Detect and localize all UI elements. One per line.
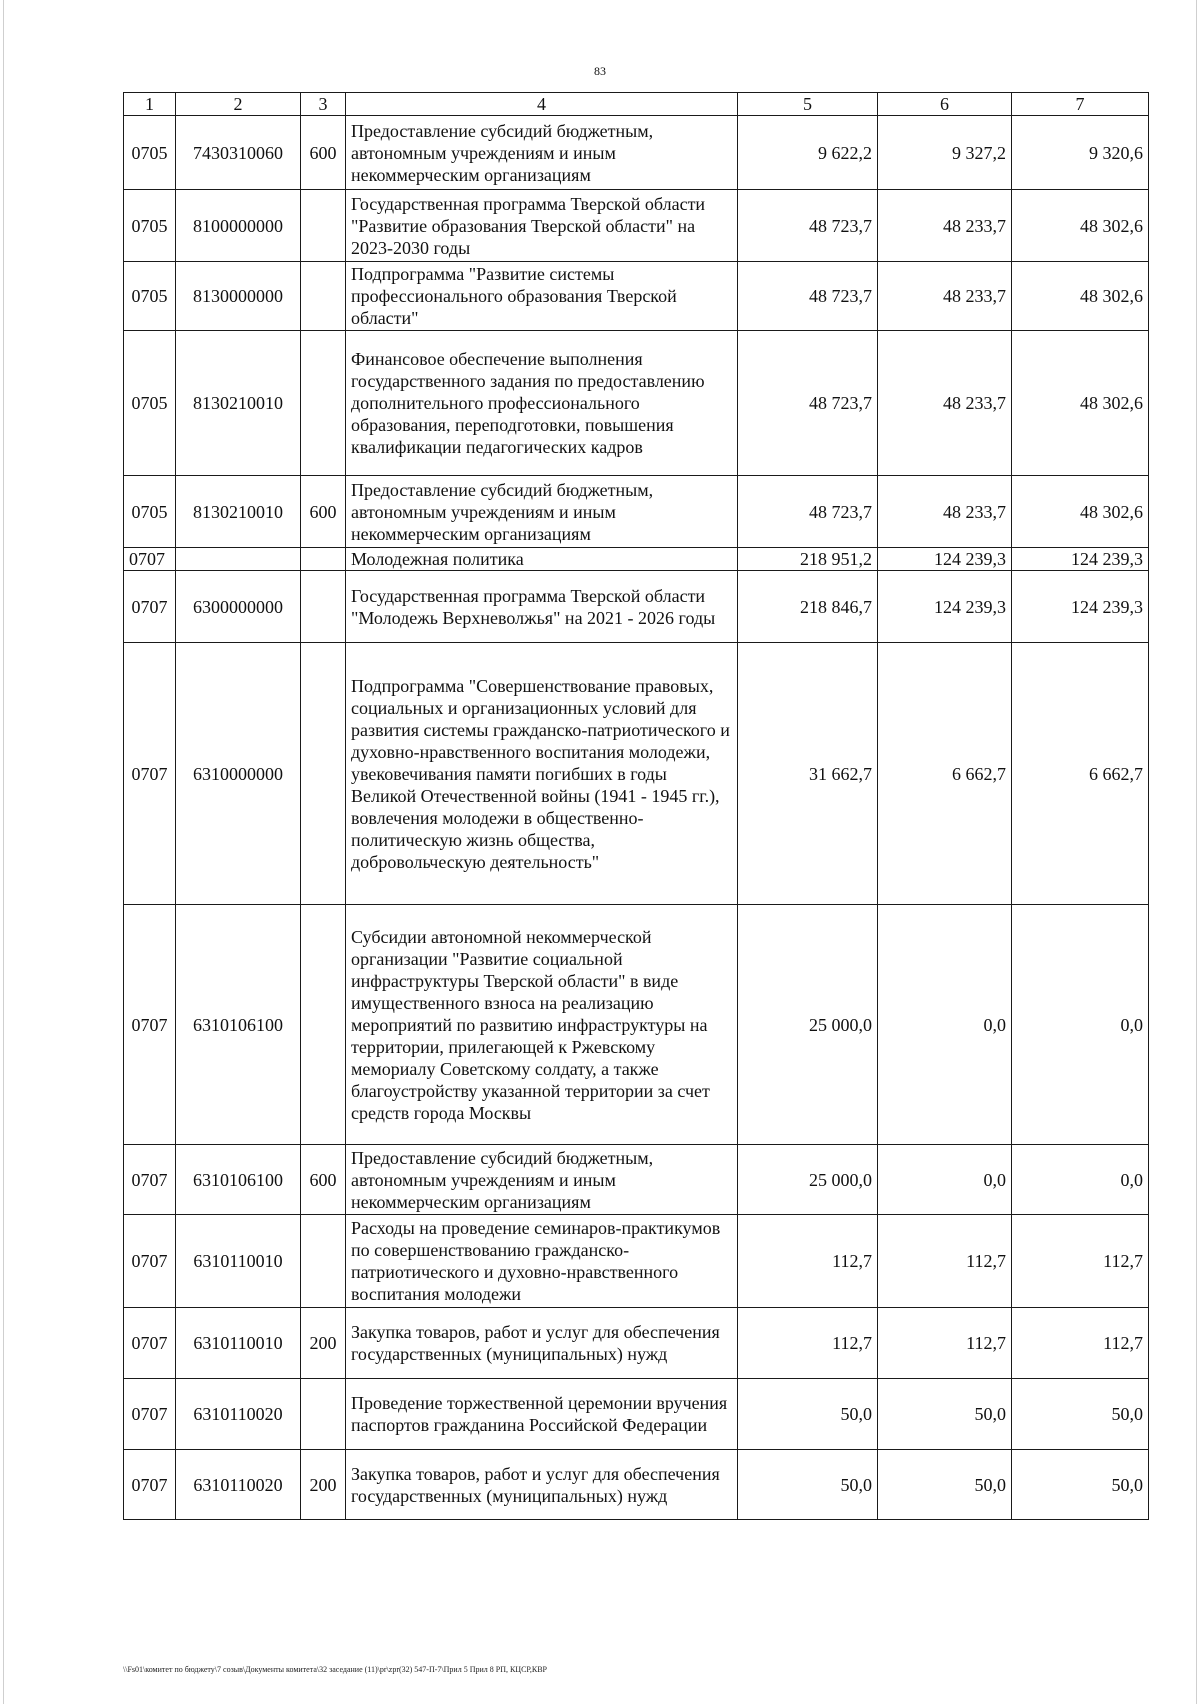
target-article-code: 8130210010 [176, 331, 301, 476]
amount-col-6: 48 233,7 [878, 190, 1012, 262]
item-name: Подпрограмма "Развитие системы профессионального образования Тверской области" [346, 262, 738, 331]
footer-file-path: \\Fs01\комитет по бюджету\7 созыв\Документы комитета\32 заседание (11)\pr\zpr(32) 547-П-7\Прил 5 Прил 8 РП, КЦСР,КВР [123, 1665, 547, 1674]
item-name: Государственная программа Тверской области "Развитие образования Тверской области" на 2023-2030 годы [346, 190, 738, 262]
expense-type-code [301, 190, 346, 262]
table-row [124, 476, 1149, 548]
target-article-code: 6310000000 [176, 643, 301, 905]
item-name: Расходы на проведение семинаров-практикумов по совершенствованию гражданско-патриотического и духовно-нравственного воспитания молодежи [346, 1215, 738, 1308]
amount-col-7: 50,0 [1012, 1379, 1149, 1450]
amount-col-6: 9 327,2 [878, 116, 1012, 190]
amount-col-5: 9 622,2 [738, 116, 878, 190]
header-row [124, 93, 1149, 116]
item-name: Закупка товаров, работ и услуг для обеспечения государственных (муниципальных) нужд [346, 1450, 738, 1520]
expense-type-code [301, 1215, 346, 1308]
amount-col-7: 48 302,6 [1012, 476, 1149, 548]
section-code: 0707 [124, 905, 176, 1145]
amount-col-6: 0,0 [878, 905, 1012, 1145]
expense-type-code: 600 [301, 116, 346, 190]
amount-col-6: 112,7 [878, 1215, 1012, 1308]
expense-type-code [301, 262, 346, 331]
section-code: 0707 [124, 643, 176, 905]
amount-col-5: 50,0 [738, 1450, 878, 1520]
item-name: Государственная программа Тверской области "Молодежь Верхневолжья" на 2021 - 2026 годы [346, 571, 738, 643]
target-article-code [176, 548, 301, 571]
expense-type-code: 600 [301, 476, 346, 548]
amount-col-7: 6 662,7 [1012, 643, 1149, 905]
expense-type-code: 200 [301, 1450, 346, 1520]
target-article-code: 7430310060 [176, 116, 301, 190]
item-name: Закупка товаров, работ и услуг для обеспечения государственных (муниципальных) нужд [346, 1308, 738, 1379]
amount-col-5: 50,0 [738, 1379, 878, 1450]
expense-type-code [301, 331, 346, 476]
amount-col-7: 0,0 [1012, 1145, 1149, 1215]
expense-type-code: 600 [301, 1145, 346, 1215]
header-col-4: 4 [346, 93, 738, 116]
amount-col-7: 48 302,6 [1012, 331, 1149, 476]
section-code: 0705 [124, 476, 176, 548]
expense-type-code [301, 571, 346, 643]
table-row [124, 262, 1149, 331]
header-col-3: 3 [301, 93, 346, 116]
target-article-code: 6310106100 [176, 905, 301, 1145]
amount-col-7: 50,0 [1012, 1450, 1149, 1520]
expense-type-code: 200 [301, 1308, 346, 1379]
target-article-code: 8130000000 [176, 262, 301, 331]
amount-col-7: 112,7 [1012, 1215, 1149, 1308]
amount-col-6: 48 233,7 [878, 476, 1012, 548]
section-code: 0707 [124, 1308, 176, 1379]
item-name: Предоставление субсидий бюджетным, автономным учреждениям и иным некоммерческим организациям [346, 116, 738, 190]
target-article-code: 6310110010 [176, 1308, 301, 1379]
item-name: Подпрограмма "Совершенствование правовых, социальных и организационных условий для развития системы гражданско-патриотического и духовно-нравственного воспитания молодежи, увековечивания памяти погибших в годы Великой Отечественной войны (1941 - 1945 гг.), вовлечения молодежи в общественно-политическую жизнь общества, добровольческую деятельность" [346, 643, 738, 905]
amount-col-6: 112,7 [878, 1308, 1012, 1379]
expense-type-code [301, 643, 346, 905]
amount-col-6: 48 233,7 [878, 331, 1012, 476]
amount-col-5: 218 951,2 [738, 548, 878, 571]
table-row [124, 1379, 1149, 1450]
expense-type-code [301, 1379, 346, 1450]
amount-col-5: 48 723,7 [738, 331, 878, 476]
budget-table [123, 92, 1149, 1520]
target-article-code: 8130210010 [176, 476, 301, 548]
amount-col-7: 48 302,6 [1012, 262, 1149, 331]
amount-col-6: 48 233,7 [878, 262, 1012, 331]
header-col-5: 5 [738, 93, 878, 116]
target-article-code: 6310110020 [176, 1379, 301, 1450]
amount-col-7: 9 320,6 [1012, 116, 1149, 190]
amount-col-5: 112,7 [738, 1308, 878, 1379]
amount-col-6: 124 239,3 [878, 571, 1012, 643]
section-code: 0705 [124, 331, 176, 476]
amount-col-7: 0,0 [1012, 905, 1149, 1145]
header-col-6: 6 [878, 93, 1012, 116]
amount-col-6: 6 662,7 [878, 643, 1012, 905]
section-code: 0707 [124, 1145, 176, 1215]
amount-col-6: 0,0 [878, 1145, 1012, 1215]
target-article-code: 6310106100 [176, 1145, 301, 1215]
target-article-code: 6310110020 [176, 1450, 301, 1520]
item-name: Молодежная политика [346, 548, 738, 571]
target-article-code: 8100000000 [176, 190, 301, 262]
table-row [124, 1308, 1149, 1379]
section-code: 0705 [124, 262, 176, 331]
item-name: Проведение торжественной церемонии вручения паспортов гражданина Российской Федерации [346, 1379, 738, 1450]
amount-col-6: 50,0 [878, 1450, 1012, 1520]
expense-type-code [301, 548, 346, 571]
amount-col-7: 124 239,3 [1012, 571, 1149, 643]
table-row [124, 1215, 1149, 1308]
table-header [124, 93, 1149, 116]
amount-col-5: 31 662,7 [738, 643, 878, 905]
section-code: 0705 [124, 116, 176, 190]
section-code: 0707 [124, 1215, 176, 1308]
amount-col-6: 124 239,3 [878, 548, 1012, 571]
page-right-edge [1196, 0, 1197, 1704]
header-col-7: 7 [1012, 93, 1149, 116]
item-name: Предоставление субсидий бюджетным, автономным учреждениям и иным некоммерческим организациям [346, 476, 738, 548]
table-row [124, 548, 1149, 571]
page-number: 83 [594, 64, 606, 78]
header-col-2: 2 [176, 93, 301, 116]
amount-col-5: 25 000,0 [738, 905, 878, 1145]
section-code: 0705 [124, 190, 176, 262]
table-row [124, 331, 1149, 476]
amount-col-5: 48 723,7 [738, 190, 878, 262]
amount-col-7: 124 239,3 [1012, 548, 1149, 571]
table-row [124, 571, 1149, 643]
expense-type-code [301, 905, 346, 1145]
section-code: 0707 [124, 1379, 176, 1450]
item-name: Финансовое обеспечение выполнения государственного задания по предоставлению дополнительного профессионального образования, переподготовки, повышения квалификации педагогических кадров [346, 331, 738, 476]
table-row [124, 905, 1149, 1145]
amount-col-5: 112,7 [738, 1215, 878, 1308]
amount-col-7: 48 302,6 [1012, 190, 1149, 262]
target-article-code: 6300000000 [176, 571, 301, 643]
table-row [124, 1145, 1149, 1215]
table-row [124, 1450, 1149, 1520]
table-row [124, 643, 1149, 905]
page-left-edge [3, 0, 4, 1704]
table-body [124, 116, 1149, 1520]
amount-col-5: 48 723,7 [738, 262, 878, 331]
table-row [124, 190, 1149, 262]
target-article-code: 6310110010 [176, 1215, 301, 1308]
amount-col-5: 48 723,7 [738, 476, 878, 548]
item-name: Субсидии автономной некоммерческой организации "Развитие социальной инфраструктуры Тверской области" в виде имущественного взноса на реализацию мероприятий по развитию инфраструктуры на территории, прилегающей к Ржевскому мемориалу Советскому солдату, а также благоустройству указанной территории за счет средств города Москвы [346, 905, 738, 1145]
item-name: Предоставление субсидий бюджетным, автономным учреждениям и иным некоммерческим организациям [346, 1145, 738, 1215]
section-code: 0707 [124, 548, 176, 571]
amount-col-7: 112,7 [1012, 1308, 1149, 1379]
amount-col-6: 50,0 [878, 1379, 1012, 1450]
section-code: 0707 [124, 571, 176, 643]
section-code: 0707 [124, 1450, 176, 1520]
amount-col-5: 25 000,0 [738, 1145, 878, 1215]
header-col-1: 1 [124, 93, 176, 116]
table-row [124, 116, 1149, 190]
amount-col-5: 218 846,7 [738, 571, 878, 643]
